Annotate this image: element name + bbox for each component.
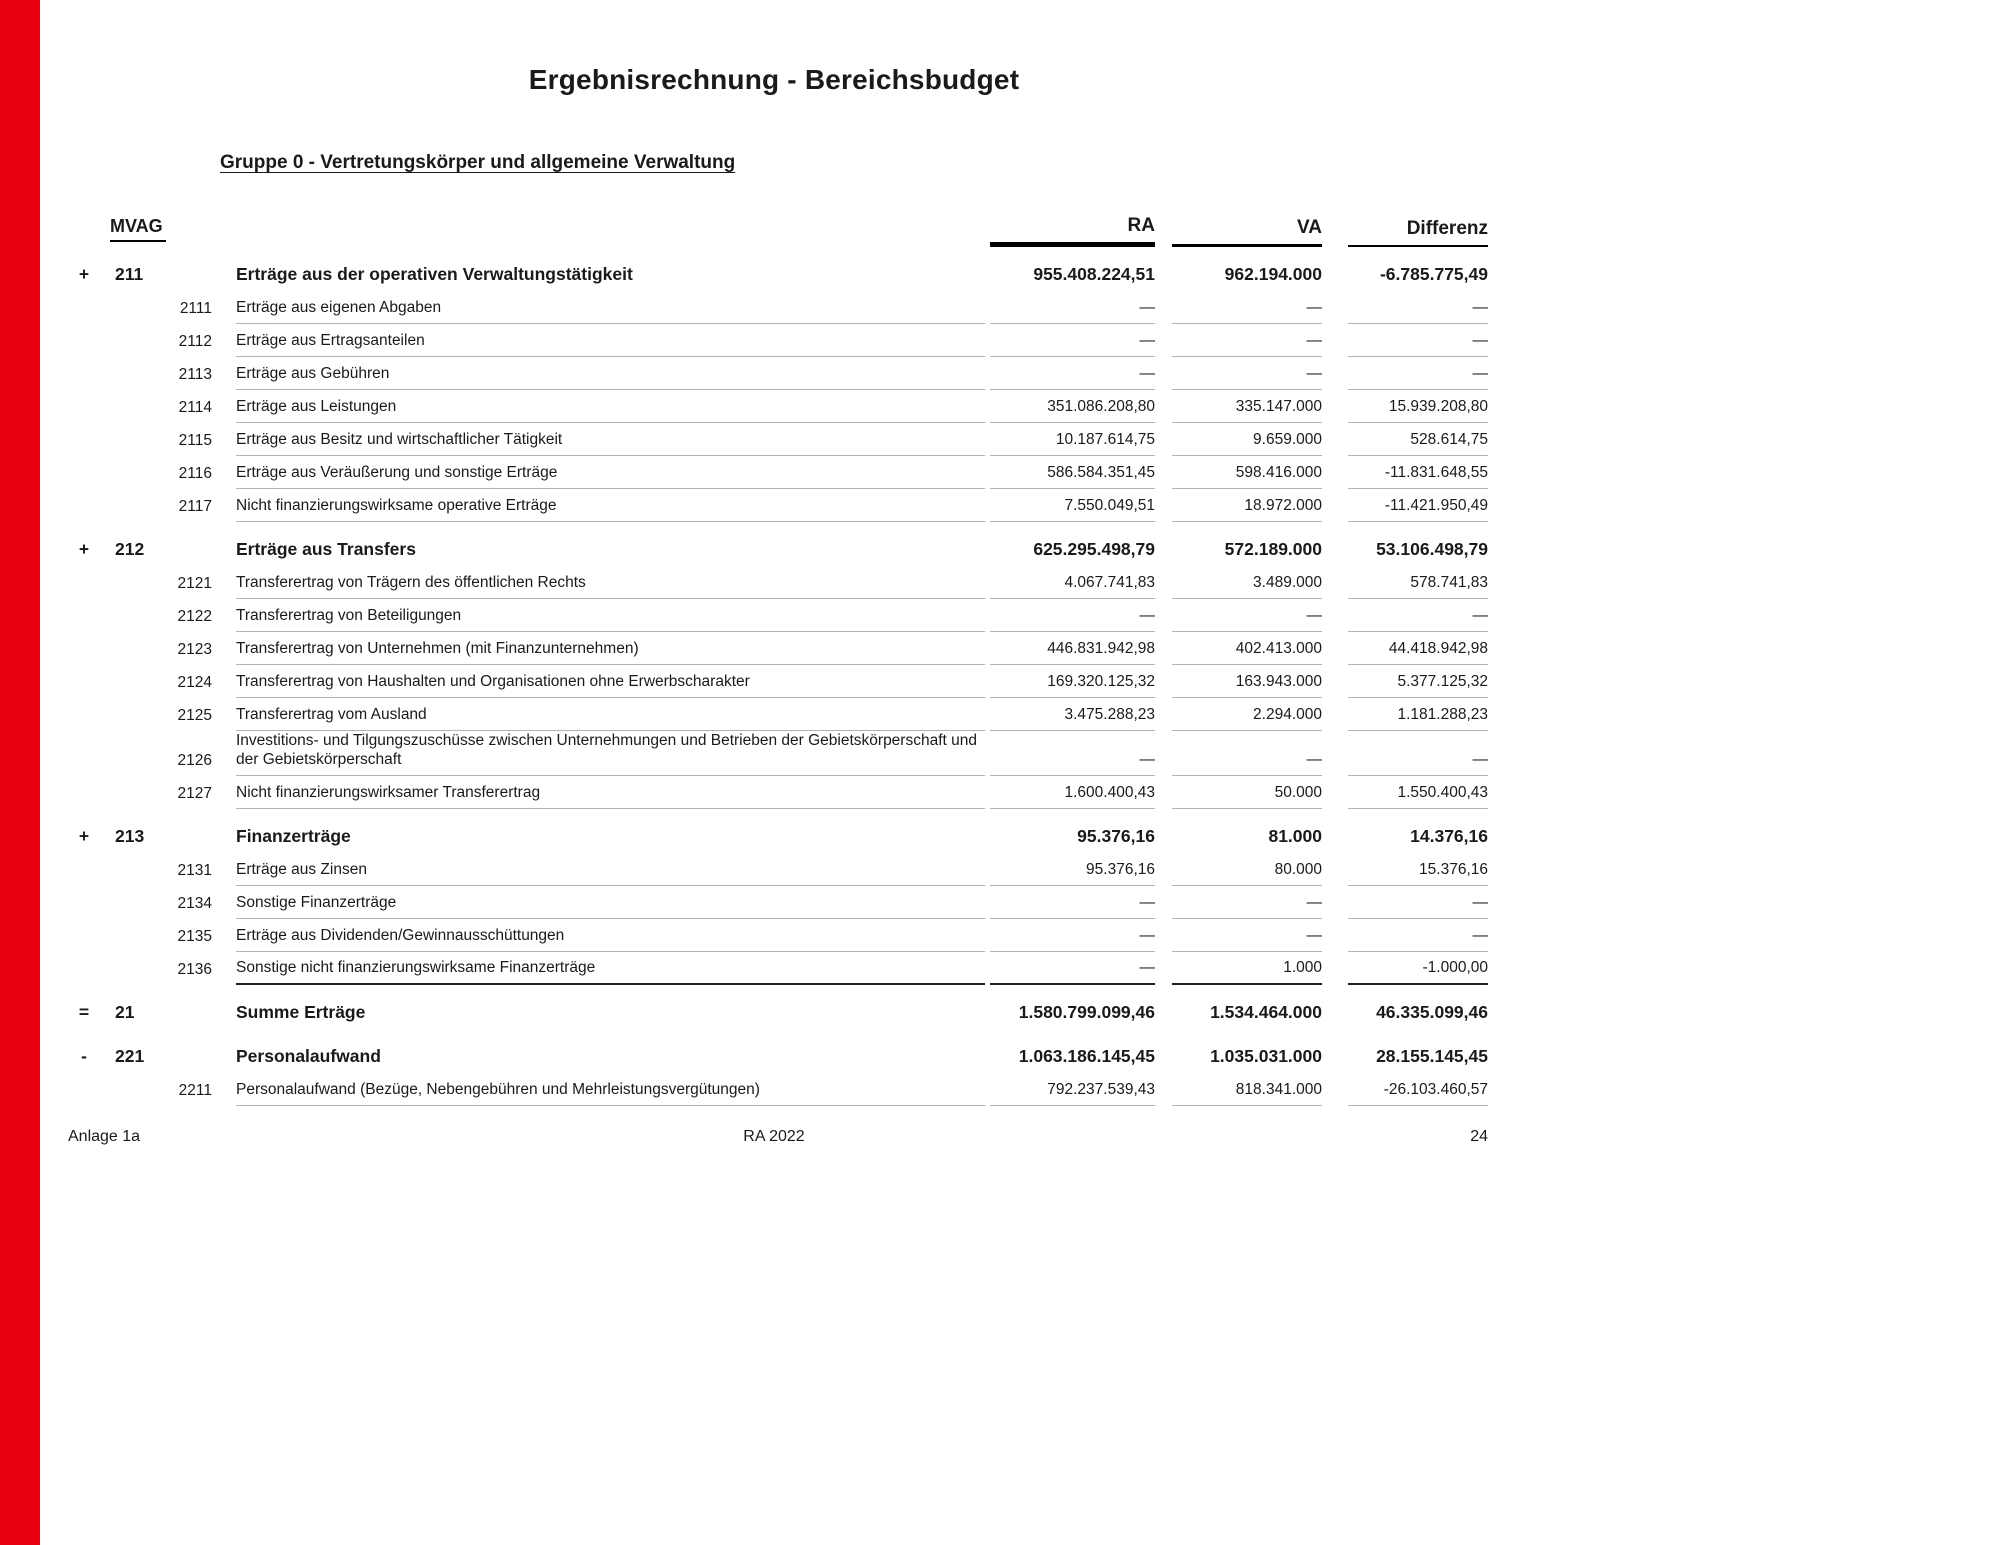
row-ra-value: — — [990, 926, 1155, 951]
row-va-value: 18.972.000 — [1172, 496, 1322, 521]
row-va-value: 3.489.000 — [1172, 573, 1322, 598]
row-diff-value: -26.103.460,57 — [1348, 1080, 1488, 1105]
row-sign — [60, 484, 108, 489]
page-footer — [60, 1128, 1488, 1146]
row-diff-value: 46.335.099,46 — [1376, 1001, 1488, 1022]
row-ra-value: 169.320.125,32 — [990, 672, 1155, 697]
row-diff-value: -1.000,00 — [1348, 958, 1488, 984]
row-diff-value: 1.181.288,23 — [1348, 705, 1488, 730]
table-row — [60, 324, 1488, 357]
table-row — [60, 566, 1488, 599]
row-sign — [60, 660, 108, 665]
row-diff-value: 578.741,83 — [1348, 573, 1488, 598]
footer-doc-label: RA 2022 — [743, 1127, 805, 1145]
row-sign — [60, 319, 108, 324]
row-diff-value: — — [1348, 926, 1488, 951]
row-label: Sonstige Finanzerträge — [236, 893, 985, 918]
row-diff-value: -11.421.950,49 — [1348, 496, 1488, 521]
row-label: Nicht finanzierungswirksamer Transferertrag — [236, 783, 985, 808]
table-row — [60, 599, 1488, 632]
row-sign — [60, 881, 108, 886]
row-va-value: 962.194.000 — [1224, 263, 1322, 284]
header-sign-spacer — [60, 242, 108, 247]
table-row — [60, 698, 1488, 731]
row-diff-value: 15.939.208,80 — [1348, 397, 1488, 422]
row-sign: + — [78, 263, 90, 284]
row-code: 2111 — [179, 300, 212, 318]
row-label: Transferertrag vom Ausland — [236, 705, 985, 730]
row-sign — [60, 771, 108, 776]
row-va-value: 81.000 — [1268, 825, 1322, 846]
column-header-ra: RA — [990, 214, 1155, 247]
row-label: Erträge aus Besitz und wirtschaftlicher Tätigkeit — [236, 430, 985, 455]
table-header — [60, 214, 1488, 247]
row-diff-value: — — [1348, 331, 1488, 356]
row-sign — [60, 693, 108, 698]
column-header-va: VA — [1172, 216, 1322, 247]
row-ra-value: 95.376,16 — [1077, 825, 1155, 846]
row-label: Erträge aus Transfers — [236, 538, 416, 559]
row-sign — [60, 726, 108, 731]
row-code: 2124 — [177, 674, 212, 692]
row-code: 2131 — [177, 862, 212, 880]
table-row — [60, 536, 1488, 566]
row-label: Transferertrag von Unternehmen (mit Finanzunternehmen) — [236, 639, 985, 664]
row-diff-value: 528.614,75 — [1348, 430, 1488, 455]
row-sign — [60, 352, 108, 357]
row-diff-value: — — [1348, 298, 1488, 323]
row-ra-value: 446.831.942,98 — [990, 639, 1155, 664]
row-sign — [60, 1101, 108, 1106]
red-accent-bar — [0, 0, 40, 1545]
row-sign — [60, 594, 108, 599]
row-va-value: 572.189.000 — [1224, 538, 1322, 559]
table-row — [60, 823, 1488, 853]
group-heading: Gruppe 0 - Vertretungskörper und allgemeine Verwaltung — [220, 152, 736, 173]
row-code: 221 — [115, 1045, 145, 1066]
row-label: Personalaufwand (Bezüge, Nebengebühren und Mehrleistungsvergütungen) — [236, 1080, 985, 1105]
footer-page-number: 24 — [1470, 1127, 1488, 1145]
table-row — [60, 1073, 1488, 1106]
row-va-value: — — [1172, 298, 1322, 323]
row-ra-value: 4.067.741,83 — [990, 573, 1155, 598]
row-code: 2117 — [178, 498, 212, 516]
table-row — [60, 261, 1488, 291]
row-ra-value: 95.376,16 — [990, 860, 1155, 885]
row-va-value: 598.416.000 — [1172, 463, 1322, 488]
table-row — [60, 390, 1488, 423]
row-code: 2125 — [177, 707, 212, 725]
row-va-value: 1.000 — [1172, 958, 1322, 984]
row-va-value: — — [1172, 926, 1322, 951]
row-va-value: 2.294.000 — [1172, 705, 1322, 730]
row-ra-value: 586.584.351,45 — [990, 463, 1155, 488]
row-diff-value: 5.377.125,32 — [1348, 672, 1488, 697]
table-row — [60, 665, 1488, 698]
row-diff-value: 15.376,16 — [1348, 860, 1488, 885]
table-row — [60, 776, 1488, 809]
table-body — [60, 261, 1488, 1106]
row-code: 211 — [115, 263, 144, 284]
row-diff-value: 14.376,16 — [1410, 825, 1488, 846]
row-label: Summe Erträge — [236, 1001, 366, 1022]
row-label: Erträge aus Veräußerung und sonstige Erträge — [236, 463, 985, 488]
row-code: 212 — [115, 538, 145, 559]
row-code: 2211 — [178, 1082, 212, 1100]
row-ra-value: 625.295.498,79 — [1033, 538, 1155, 559]
row-code: 2116 — [178, 465, 212, 483]
row-label: Transferertrag von Beteiligungen — [236, 606, 985, 631]
table-row — [60, 423, 1488, 456]
row-ra-value: 1.063.186.145,45 — [1018, 1045, 1155, 1066]
row-label: Investitions- und Tilgungszuschüsse zwischen Unternehmungen und Betrieben der Gebietskörperschaft und der Gebietskörperschaft — [236, 731, 985, 776]
table-row — [60, 952, 1488, 985]
row-ra-value: — — [990, 958, 1155, 984]
row-diff-value: 28.155.145,45 — [1376, 1045, 1488, 1066]
row-ra-value: 1.580.799.099,46 — [1018, 1001, 1155, 1022]
row-ra-value: 1.600.400,43 — [990, 783, 1155, 808]
row-code: 2115 — [178, 432, 212, 450]
table-row — [60, 291, 1488, 324]
table-row — [60, 853, 1488, 886]
row-sign: - — [81, 1045, 87, 1066]
row-va-value: 402.413.000 — [1172, 639, 1322, 664]
row-ra-value: — — [990, 750, 1155, 775]
row-code: 2126 — [177, 752, 212, 770]
row-ra-value: — — [990, 298, 1155, 323]
row-va-value: — — [1172, 364, 1322, 389]
row-label: Finanzerträge — [236, 825, 351, 846]
header-label-spacer — [236, 242, 985, 247]
row-va-value: 50.000 — [1172, 783, 1322, 808]
row-sign — [60, 627, 108, 632]
row-ra-value: — — [990, 606, 1155, 631]
table-row — [60, 489, 1488, 522]
row-ra-value: 351.086.208,80 — [990, 397, 1155, 422]
row-code: 2114 — [178, 399, 212, 417]
row-code: 2123 — [177, 641, 212, 659]
row-diff-value: -6.785.775,49 — [1379, 263, 1488, 284]
row-ra-value: 7.550.049,51 — [990, 496, 1155, 521]
row-code: 2127 — [177, 785, 212, 803]
footer-annex-label: Anlage 1a — [68, 1127, 141, 1145]
row-code: 2136 — [177, 961, 212, 979]
row-sign — [60, 517, 108, 522]
row-ra-value: — — [990, 331, 1155, 356]
row-code: 21 — [115, 1001, 135, 1022]
row-sign — [60, 385, 108, 390]
row-va-value: 1.035.031.000 — [1210, 1045, 1322, 1066]
row-va-value: — — [1172, 893, 1322, 918]
table-row — [60, 731, 1488, 776]
table-row — [60, 886, 1488, 919]
row-code: 2135 — [177, 928, 212, 946]
row-code: 2121 — [177, 575, 212, 593]
row-diff-value: — — [1348, 750, 1488, 775]
row-diff-value: 1.550.400,43 — [1348, 783, 1488, 808]
row-va-value: 9.659.000 — [1172, 430, 1322, 455]
row-label: Transferertrag von Haushalten und Organisationen ohne Erwerbscharakter — [236, 672, 985, 697]
row-va-value: 163.943.000 — [1172, 672, 1322, 697]
row-label: Erträge aus Leistungen — [236, 397, 985, 422]
row-va-value: 335.147.000 — [1172, 397, 1322, 422]
row-label: Personalaufwand — [236, 1045, 381, 1066]
row-label: Erträge aus Zinsen — [236, 860, 985, 885]
row-va-value: 818.341.000 — [1172, 1080, 1322, 1105]
row-sign — [60, 418, 108, 423]
row-label: Erträge aus eigenen Abgaben — [236, 298, 985, 323]
header-code-cell — [108, 215, 215, 247]
row-sign — [60, 914, 108, 919]
column-header-differenz: Differenz — [1348, 217, 1488, 247]
row-label: Sonstige nicht finanzierungswirksame Finanzerträge — [236, 958, 985, 984]
row-sign: = — [78, 1001, 90, 1022]
row-sign — [60, 804, 108, 809]
row-diff-value: — — [1348, 606, 1488, 631]
row-diff-value: 53.106.498,79 — [1376, 538, 1488, 559]
row-sign: + — [78, 538, 90, 559]
row-diff-value: 44.418.942,98 — [1348, 639, 1488, 664]
row-label: Transferertrag von Trägern des öffentlichen Rechts — [236, 573, 985, 598]
table-row — [60, 357, 1488, 390]
row-diff-value: — — [1348, 893, 1488, 918]
row-code: 2122 — [177, 608, 212, 626]
row-sign — [60, 451, 108, 456]
table-row — [60, 632, 1488, 665]
row-ra-value: 792.237.539,43 — [990, 1080, 1155, 1105]
table-row — [60, 919, 1488, 952]
mvag-column-label: MVAG — [110, 215, 166, 242]
row-sign: + — [78, 825, 90, 846]
row-ra-value: 3.475.288,23 — [990, 705, 1155, 730]
row-va-value: — — [1172, 606, 1322, 631]
row-ra-value: — — [990, 364, 1155, 389]
table-row — [60, 1043, 1488, 1073]
row-diff-value: -11.831.648,55 — [1348, 463, 1488, 488]
row-label: Nicht finanzierungswirksame operative Erträge — [236, 496, 985, 521]
row-label: Erträge aus Gebühren — [236, 364, 985, 389]
row-sign — [60, 947, 108, 952]
row-code: 2113 — [178, 366, 212, 384]
row-code: 213 — [115, 825, 145, 846]
row-label: Erträge aus Ertragsanteilen — [236, 331, 985, 356]
row-label: Erträge aus der operativen Verwaltungstätigkeit — [236, 263, 633, 284]
row-sign — [60, 980, 108, 985]
row-code: 2112 — [178, 333, 212, 351]
page-title: Ergebnisrechnung - Bereichsbudget — [528, 64, 1020, 95]
table-row — [60, 999, 1488, 1029]
row-va-value: 1.534.464.000 — [1210, 1001, 1322, 1022]
table-row — [60, 456, 1488, 489]
row-va-value: — — [1172, 331, 1322, 356]
row-ra-value: 10.187.614,75 — [990, 430, 1155, 455]
row-va-value: 80.000 — [1172, 860, 1322, 885]
row-ra-value: 955.408.224,51 — [1033, 263, 1155, 284]
row-va-value: — — [1172, 750, 1322, 775]
row-ra-value: — — [990, 893, 1155, 918]
row-code: 2134 — [177, 895, 212, 913]
row-diff-value: — — [1348, 364, 1488, 389]
page-content — [60, 0, 1488, 1146]
row-label: Erträge aus Dividenden/Gewinnausschüttungen — [236, 926, 985, 951]
